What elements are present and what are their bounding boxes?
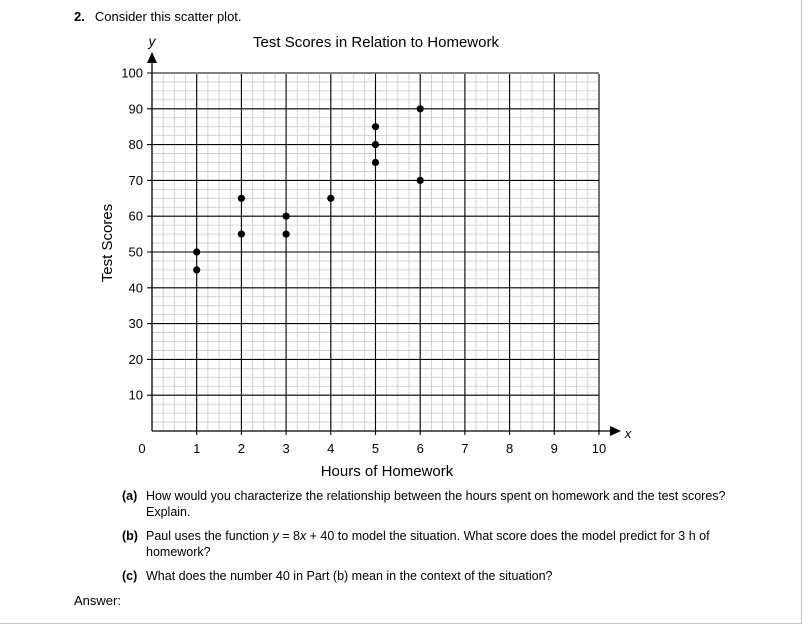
part-b — [122, 528, 752, 560]
part-b-text — [146, 528, 752, 560]
x-tick-label: 7 — [461, 441, 469, 456]
x-tick-label: 4 — [327, 441, 335, 456]
data-point — [372, 141, 379, 148]
x-tick-label: 9 — [550, 441, 558, 456]
data-point — [283, 231, 290, 238]
data-point — [417, 177, 424, 184]
part-a-text: How would you characterize the relationship between the hours spent on homework and the test scores? Explain. — [146, 489, 726, 519]
x-tick-label: 1 — [193, 441, 201, 456]
part-b-y-var: y — [272, 529, 279, 543]
data-point — [372, 159, 379, 166]
data-point — [417, 105, 424, 112]
y-tick-label: 100 — [121, 65, 143, 81]
data-point — [193, 248, 200, 255]
x-tick-label: 2 — [237, 441, 246, 456]
x-axis-variable: x — [624, 426, 632, 441]
x-tick-label: 5 — [371, 441, 380, 456]
data-point — [327, 195, 334, 202]
y-tick-label: 40 — [128, 280, 143, 296]
part-a-letter: (a) — [122, 489, 138, 503]
data-point — [372, 123, 379, 130]
y-tick-label: 60 — [128, 208, 143, 224]
data-point — [193, 266, 200, 273]
x-tick-label: 0 — [138, 441, 146, 456]
part-c — [122, 568, 752, 584]
y-tick-label: 80 — [128, 137, 143, 153]
y-axis-title: Test Scores — [99, 203, 116, 283]
data-point — [238, 195, 245, 202]
part-b-text-after: + 40 to model the situation. What score does the model predict for 3 h of homework? — [146, 529, 710, 559]
x-tick-label: 10 — [591, 441, 607, 456]
x-tick-label: 3 — [282, 441, 290, 456]
data-point — [283, 213, 290, 220]
x-tick-label: 6 — [416, 441, 424, 456]
x-axis-arrow — [610, 426, 621, 436]
x-axis-title: Hours of Homework — [320, 463, 454, 480]
question-number: 2. — [74, 9, 85, 24]
question-prompt: Consider this scatter plot. — [94, 9, 242, 24]
part-b-x-var: x — [299, 529, 307, 543]
x-tick-label: 8 — [505, 441, 514, 456]
part-b-text-before: Paul uses the function — [146, 529, 273, 543]
chart-title: Test Scores in Relation to Homework — [253, 34, 499, 51]
y-axis-arrow — [147, 52, 157, 63]
question-parts — [122, 488, 752, 592]
y-tick-label: 70 — [128, 172, 143, 188]
part-c-letter: (c) — [122, 569, 138, 583]
part-a — [122, 488, 752, 520]
y-tick-label: 10 — [128, 387, 143, 403]
axes — [147, 52, 621, 436]
part-c-text: What does the number 40 in Part (b) mean in the context of the situation? — [146, 569, 553, 583]
part-b-eq-mid: = 8 — [278, 529, 300, 543]
part-b-letter: (b) — [122, 529, 138, 543]
y-tick-label: 90 — [128, 101, 143, 117]
y-tick-label: 50 — [128, 244, 143, 260]
answer-label: Answer: — [74, 593, 121, 608]
y-axis-variable: y — [148, 33, 156, 49]
y-tick-label: 20 — [128, 351, 143, 367]
data-point — [238, 231, 245, 238]
y-tick-label: 30 — [128, 316, 143, 332]
